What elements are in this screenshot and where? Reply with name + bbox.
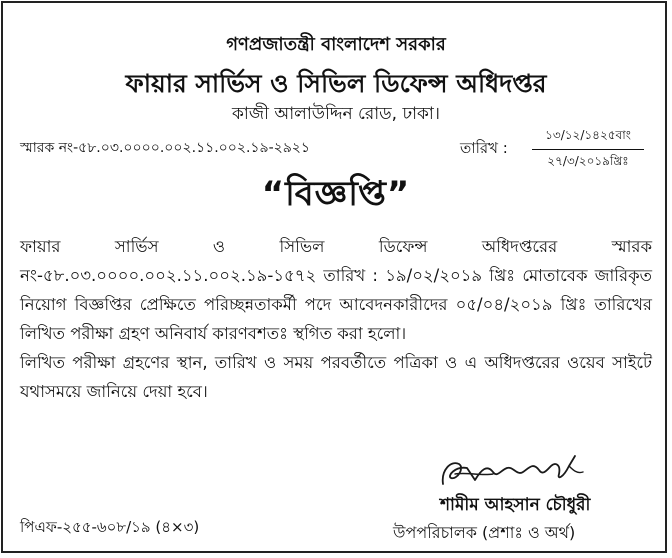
department-name: ফায়ার সার্ভিস ও সিভিল ডিফেন্স অধিদপ্তর (125, 69, 547, 98)
notice-paragraph-1: ফায়ার সার্ভিস ও সিভিল ডিফেন্স অধিদপ্তরের স্মারক নং-৫৮.০৩.০০০০.০০২.১১.০০২.১৯-১৫৭২ তারিখ : ১৯/০২/২০১৯ খ্রিঃ মোতাবেক জারিকৃত নিয়োগ বিজ্ঞপ্তির প্রেক্ষিতে পরিচ্ছন্নতাকর্মী পদে আবেদনকারীদের ০৫/০৪/২০১৯ খ্রিঃ তারিখের লিখিত পরীক্ষা গ্রহণ অনিবার্য কারণবশতঃ স্থগিত করা হলো। (20, 237, 652, 343)
date-label: তারিখ : (460, 139, 508, 157)
notice-title: “বিজ্ঞপ্তি” (261, 174, 411, 214)
notice-paragraph-2: লিখিত পরীক্ষা গ্রহণের স্থান, তারিখ ও সময় পরবর্তীতে পত্রিকা ও এ অধিদপ্তরের ওয়েব সাইটে যথাসময়ে জানিয়ে দেয়া হবে। (20, 353, 652, 401)
handwritten-signature (437, 450, 587, 492)
notice-body (20, 232, 652, 406)
reference-code: পিএফ-২৫৫-৬০৮/১৯ (৪×৩) (20, 518, 200, 536)
date-bangla: ১৩/১২/১৪২৫বাং (532, 127, 644, 150)
date-box (532, 127, 644, 173)
government-name: গণপ্রজাতন্ত্রী বাংলাদেশ সরকার (226, 34, 446, 55)
date-english: ২৭/৩/২০১৯খ্রিঃ (547, 154, 629, 168)
signer-designation: উপপরিচালক (প্রশাঃ ও অর্থ) (393, 523, 576, 542)
signer-name: শামীম আহসান চৌধুরী (440, 495, 591, 515)
department-address: কাজী আলাউদ্দিন রোড, ঢাকা। (232, 104, 440, 124)
memo-number: স্মারক নং-৫৮.০৩.০০০০.০০২.১১.০০২.১৯-২৯২১ (20, 140, 310, 156)
